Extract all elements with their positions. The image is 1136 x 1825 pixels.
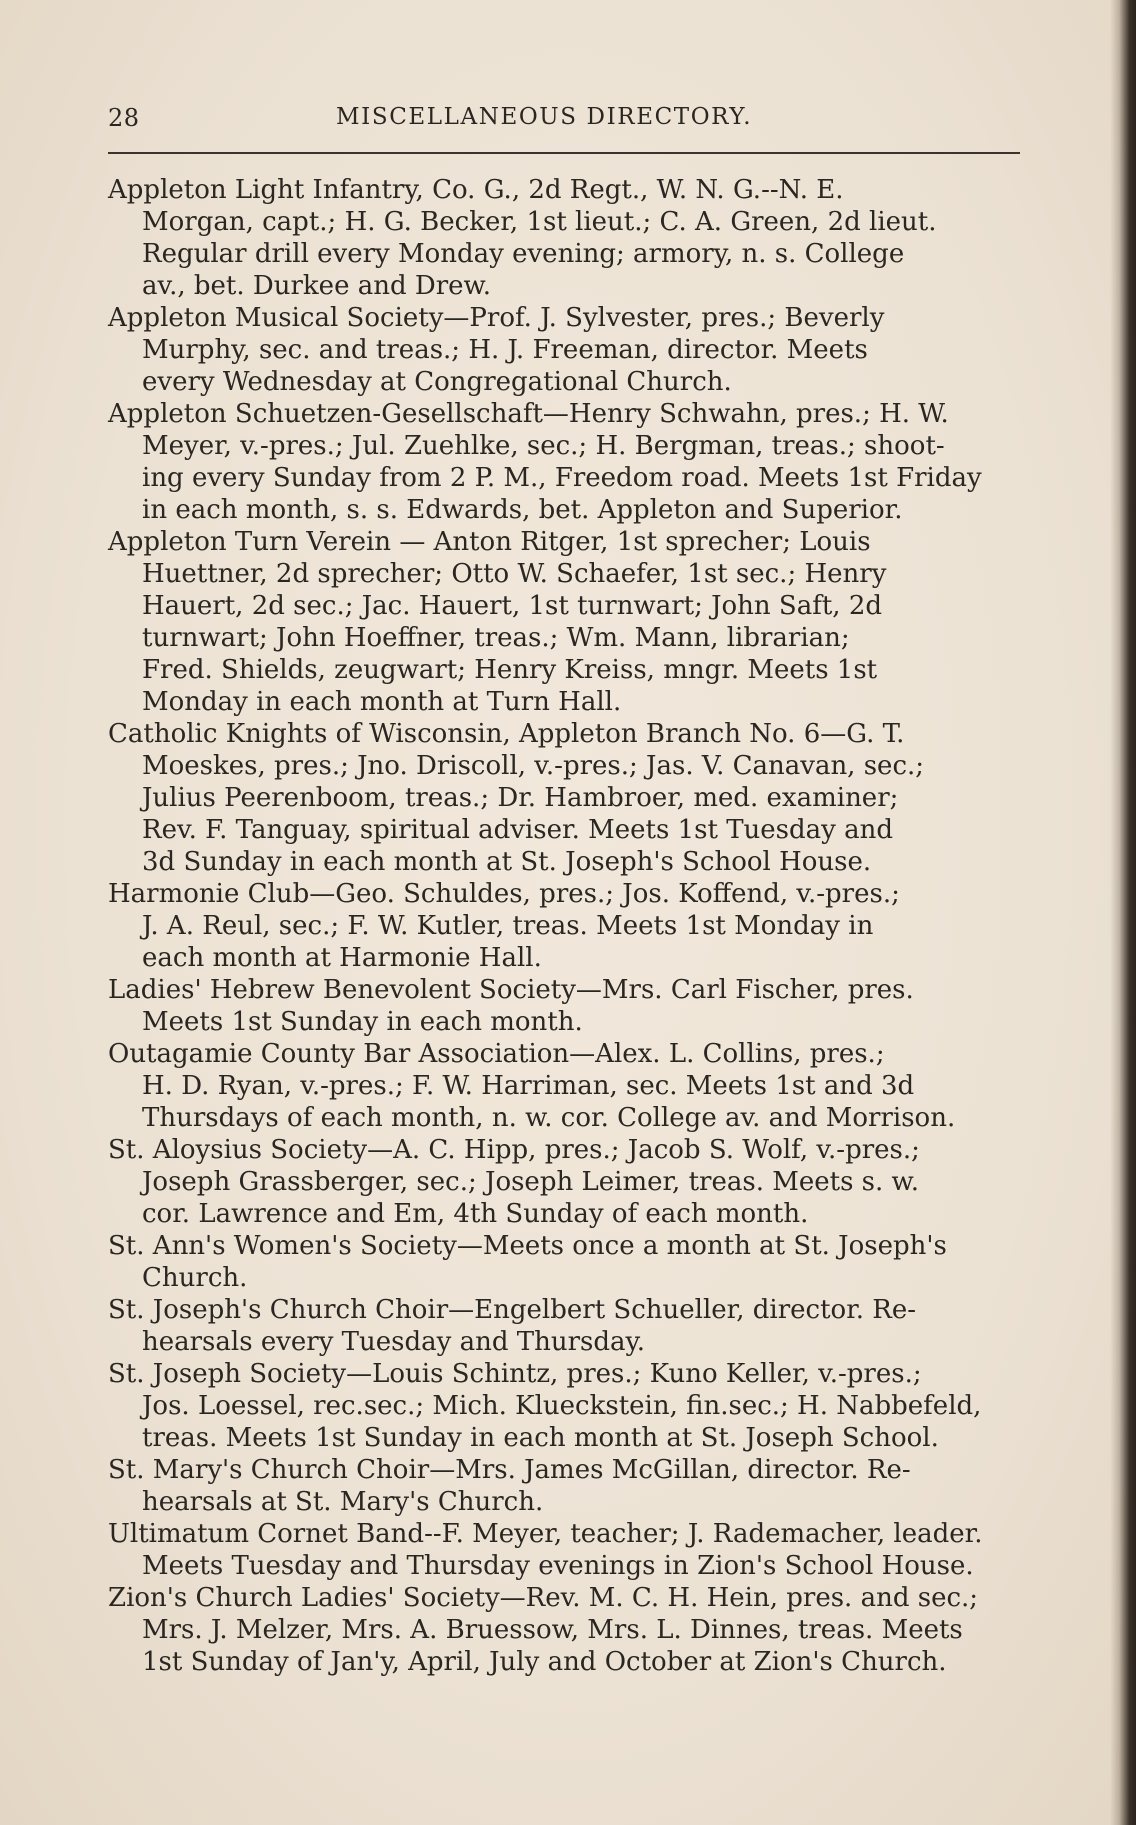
entry-continuation-line: Fred. Shields, zeugwart; Henry Kreiss, mngr. Meets 1st bbox=[142, 655, 878, 685]
entry-continuation-line: Morgan, capt.; H. G. Becker, 1st lieut.; C. A. Green, 2d lieut. bbox=[142, 207, 937, 237]
entry-first-line: Outagamie County Bar Association—Alex. L. Collins, pres.; bbox=[108, 1039, 885, 1069]
directory-entry bbox=[108, 1582, 1028, 1678]
entry-first-line: Zion's Church Ladies' Society—Rev. M. C. H. Hein, pres. and sec.; bbox=[108, 1583, 979, 1613]
directory-entry bbox=[108, 1134, 1028, 1230]
directory-entry bbox=[108, 878, 1028, 974]
entry-continuation-line: in each month, s. s. Edwards, bet. Appleton and Superior. bbox=[142, 495, 903, 525]
entry-continuation-line: ing every Sunday from 2 P. M., Freedom road. Meets 1st Friday bbox=[142, 463, 982, 493]
running-head: MISCELLANEOUS DIRECTORY. bbox=[336, 104, 753, 130]
entry-continuation-line: Thursdays of each month, n. w. cor. College av. and Morrison. bbox=[142, 1103, 956, 1133]
entry-first-line: Ultimatum Cornet Band--F. Meyer, teacher; J. Rademacher, leader. bbox=[108, 1519, 983, 1549]
header-rule bbox=[108, 152, 1020, 154]
directory-entry bbox=[108, 526, 1028, 718]
directory-entry bbox=[108, 1230, 1028, 1294]
directory-entry bbox=[108, 1038, 1028, 1134]
directory-entry bbox=[108, 974, 1028, 1038]
entry-continuation-line: Meets Tuesday and Thursday evenings in Zion's School House. bbox=[142, 1551, 974, 1581]
entry-continuation-line: 3d Sunday in each month at St. Joseph's School House. bbox=[142, 847, 872, 877]
entry-continuation-line: Julius Peerenboom, treas.; Dr. Hambroer, med. examiner; bbox=[142, 783, 899, 813]
entry-continuation-line: Rev. F. Tanguay, spiritual adviser. Meets 1st Tuesday and bbox=[142, 815, 893, 845]
entry-continuation-line: Mrs. J. Melzer, Mrs. A. Bruessow, Mrs. L. Dinnes, treas. Meets bbox=[142, 1615, 963, 1645]
entry-continuation-line: Church. bbox=[142, 1263, 248, 1293]
directory-entry bbox=[108, 1518, 1028, 1582]
directory-entry bbox=[108, 398, 1028, 526]
entry-first-line: Appleton Schuetzen-Gesellschaft—Henry Schwahn, pres.; H. W. bbox=[108, 399, 949, 429]
entry-continuation-line: Meets 1st Sunday in each month. bbox=[142, 1007, 583, 1037]
entry-first-line: St. Ann's Women's Society—Meets once a month at St. Joseph's bbox=[108, 1231, 947, 1261]
entry-first-line: Appleton Turn Verein — Anton Ritger, 1st sprecher; Louis bbox=[108, 527, 871, 557]
entry-first-line: St. Joseph Society—Louis Schintz, pres.; Kuno Keller, v.-pres.; bbox=[108, 1359, 922, 1389]
entry-continuation-line: av., bet. Durkee and Drew. bbox=[142, 271, 491, 301]
entry-continuation-line: treas. Meets 1st Sunday in each month at St. Joseph School. bbox=[142, 1423, 939, 1453]
entry-continuation-line: every Wednesday at Congregational Church. bbox=[142, 367, 732, 397]
entry-continuation-line: cor. Lawrence and Em, 4th Sunday of each month. bbox=[142, 1199, 809, 1229]
entry-continuation-line: J. A. Reul, sec.; F. W. Kutler, treas. Meets 1st Monday in bbox=[142, 911, 874, 941]
entry-continuation-line: Meyer, v.-pres.; Jul. Zuehlke, sec.; H. Bergman, treas.; shoot- bbox=[142, 431, 945, 461]
entry-first-line: Harmonie Club—Geo. Schuldes, pres.; Jos. Koffend, v.-pres.; bbox=[108, 879, 900, 909]
entry-continuation-line: Moeskes, pres.; Jno. Driscoll, v.-pres.; Jas. V. Canavan, sec.; bbox=[142, 751, 925, 781]
page-edge-shadow bbox=[1110, 0, 1136, 1825]
entry-continuation-line: turnwart; John Hoeffner, treas.; Wm. Mann, librarian; bbox=[142, 623, 850, 653]
entry-first-line: Appleton Light Infantry, Co. G., 2d Regt., W. N. G.--N. E. bbox=[108, 175, 844, 205]
entry-continuation-line: H. D. Ryan, v.-pres.; F. W. Harriman, sec. Meets 1st and 3d bbox=[142, 1071, 915, 1101]
entry-first-line: St. Joseph's Church Choir—Engelbert Schueller, director. Re- bbox=[108, 1295, 917, 1325]
directory-entry bbox=[108, 302, 1028, 398]
entry-continuation-line: Regular drill every Monday evening; armory, n. s. College bbox=[142, 239, 905, 269]
entry-continuation-line: 1st Sunday of Jan'y, April, July and October at Zion's Church. bbox=[142, 1647, 947, 1677]
directory-entry bbox=[108, 1454, 1028, 1518]
entry-first-line: Catholic Knights of Wisconsin, Appleton Branch No. 6—G. T. bbox=[108, 719, 905, 749]
entry-first-line: St. Mary's Church Choir—Mrs. James McGillan, director. Re- bbox=[108, 1455, 911, 1485]
entry-continuation-line: Jos. Loessel, rec.sec.; Mich. Klueckstein, fin.sec.; H. Nabbefeld, bbox=[142, 1391, 982, 1421]
entry-continuation-line: Joseph Grassberger, sec.; Joseph Leimer, treas. Meets s. w. bbox=[142, 1167, 919, 1197]
entry-continuation-line: Murphy, sec. and treas.; H. J. Freeman, director. Meets bbox=[142, 335, 868, 365]
page-header bbox=[108, 104, 1020, 136]
entry-first-line: Appleton Musical Society—Prof. J. Sylvester, pres.; Beverly bbox=[108, 303, 885, 333]
entry-continuation-line: hearsals every Tuesday and Thursday. bbox=[142, 1327, 645, 1357]
entry-continuation-line: Huettner, 2d sprecher; Otto W. Schaefer, 1st sec.; Henry bbox=[142, 559, 887, 589]
directory-entries bbox=[108, 174, 1028, 1678]
directory-entry bbox=[108, 1294, 1028, 1358]
directory-entry bbox=[108, 174, 1028, 302]
entry-continuation-line: each month at Harmonie Hall. bbox=[142, 943, 542, 973]
entry-first-line: Ladies' Hebrew Benevolent Society—Mrs. Carl Fischer, pres. bbox=[108, 975, 914, 1005]
entry-continuation-line: Monday in each month at Turn Hall. bbox=[142, 687, 622, 717]
directory-entry bbox=[108, 718, 1028, 878]
page-number: 28 bbox=[108, 104, 140, 132]
directory-entry bbox=[108, 1358, 1028, 1454]
entry-continuation-line: hearsals at St. Mary's Church. bbox=[142, 1487, 544, 1517]
entry-first-line: St. Aloysius Society—A. C. Hipp, pres.; Jacob S. Wolf, v.-pres.; bbox=[108, 1135, 920, 1165]
entry-continuation-line: Hauert, 2d sec.; Jac. Hauert, 1st turnwart; John Saft, 2d bbox=[142, 591, 883, 621]
